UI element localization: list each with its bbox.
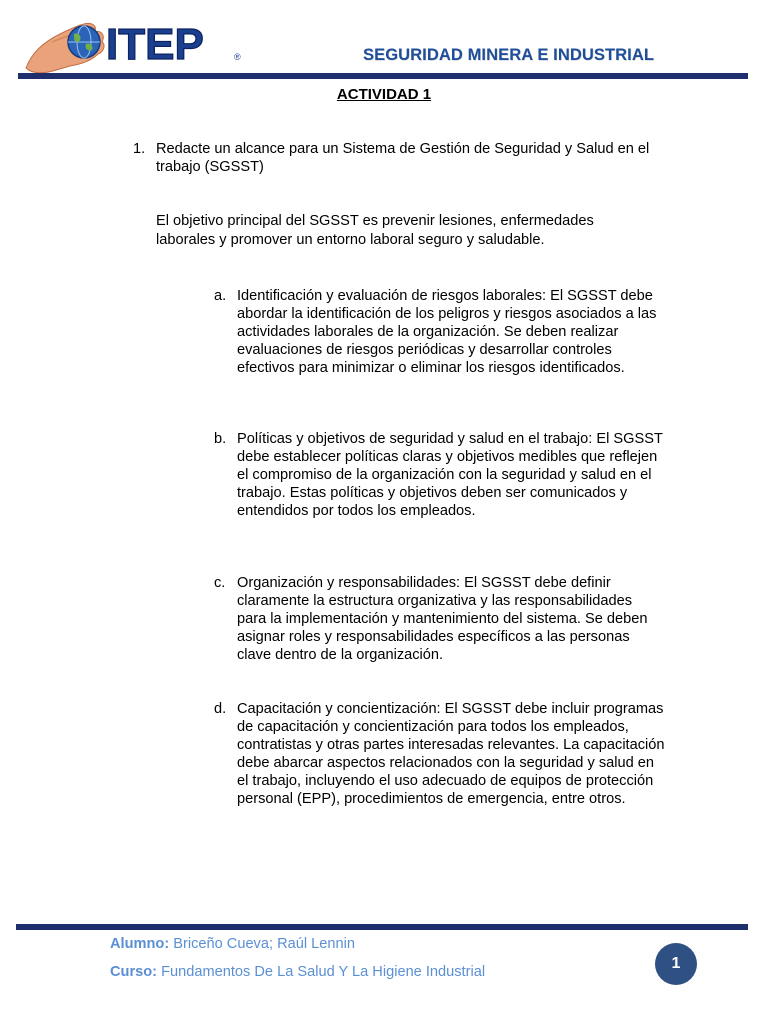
intro-paragraph: El objetivo principal del SGSST es prevenir lesiones, enfermedades laborales y promover un entorno laboral seguro y saludable. xyxy=(156,213,594,248)
page-number-badge: 1 xyxy=(655,943,697,985)
header-title: SEGURIDAD MINERA E INDUSTRIAL xyxy=(363,46,655,64)
footer-student xyxy=(110,936,355,952)
activity-title: ACTIVIDAD 1 xyxy=(336,86,432,103)
course-label: Curso: xyxy=(110,964,158,980)
list-item-letter: b. xyxy=(214,431,227,447)
question-text: Redacte un alcance para un Sistema de Gestión de Seguridad y Salud en el trabajo (SGSST) xyxy=(156,141,650,175)
list-item-text: Capacitación y concientización: El SGSST debe incluir programas de capacitación y concientización para todos los empleados, contratistas y otras partes interesadas relevantes. La capacitación debe abarcar aspectos relacionados con la seguridad y salud en el trabajo, incluyendo el uso adecuado de equipos de protección personal (EPP), procedimientos de emergencia, entre otros. xyxy=(237,701,665,807)
itep-logo xyxy=(22,12,252,74)
list-item-letter: a. xyxy=(214,288,227,304)
list-item-text: Organización y responsabilidades: El SGSST debe definir claramente la estructura organizativa y las responsabilidades para la implementación y mantenimiento del sistema. Se deben asignar roles y responsabilidades específicos a las personas clave dentro de la organización. xyxy=(237,575,648,663)
question-number: 1. xyxy=(133,141,146,157)
course-name: Fundamentos De La Salud Y La Higiene Industrial xyxy=(161,964,486,980)
list-item-letter: c. xyxy=(214,575,226,591)
footer-rule xyxy=(16,924,748,930)
list-item-text: Políticas y objetivos de seguridad y salud en el trabajo: El SGSST debe establecer políticas claras y objetivos medibles que reflejen el compromiso de la organización con la seguridad y salud en el trabajo. Estas políticas y objetivos deben ser comunicados y entendidos por todos los empleados. xyxy=(237,431,663,519)
globe-icon xyxy=(68,26,100,58)
student-label: Alumno: xyxy=(110,936,170,952)
list-item-text: Identificación y evaluación de riesgos laborales: El SGSST debe abordar la identificación de los peligros y riesgos asociados a las actividades laborales de la organización. Se deben realizar evaluaciones de riesgos periódicas y desarrollar controles efectivos para minimizar o eliminar los riesgos identificados. xyxy=(237,288,657,376)
student-name: Briceño Cueva; Raúl Lennin xyxy=(173,936,355,952)
registered-mark: ® xyxy=(234,52,241,62)
header-rule xyxy=(18,73,748,79)
footer-course xyxy=(110,964,485,980)
logo-wordmark: ITEP xyxy=(106,20,204,69)
list-item-letter: d. xyxy=(214,701,227,717)
